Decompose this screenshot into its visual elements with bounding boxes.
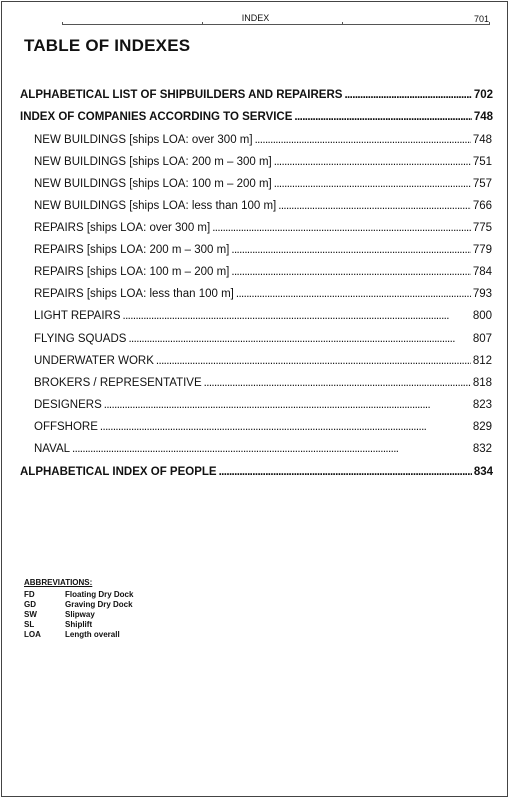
toc-leader-dots [156,355,471,367]
toc-leader-dots [104,399,471,411]
toc-entry-label: UNDERWATER WORK [34,355,154,367]
abbreviation-row [24,620,133,630]
toc-entry-page: 812 [472,355,492,367]
abbreviation-meaning: Slipway [65,610,95,619]
toc-leader-dots [100,421,471,433]
toc-entry [34,222,492,234]
toc-entry [34,399,492,411]
abbreviation-row [24,630,133,640]
header-rule [62,24,490,25]
toc-entry-label: INDEX OF COMPANIES ACCORDING TO SERVICE [20,111,293,123]
toc-entry-page: 775 [472,222,492,234]
toc-entry-label: NEW BUILDINGS [ships LOA: 100 m – 200 m] [34,178,272,190]
toc-leader-dots [294,111,471,123]
toc-entry [20,89,493,101]
toc-entry [20,466,493,478]
page-title: TABLE OF INDEXES [24,36,191,55]
abbreviations-list [24,590,133,640]
toc-leader-dots [344,89,471,101]
abbreviation-row [24,610,133,620]
toc-entry-page: 784 [472,266,492,278]
toc-entry-label: LIGHT REPAIRS [34,310,121,322]
toc-entry-page: 832 [472,443,492,455]
toc-entry-label: FLYING SQUADS [34,333,127,345]
abbreviation-code: SW [24,610,37,619]
toc-entry-label: NEW BUILDINGS [ships LOA: over 300 m] [34,134,253,146]
toc-entry-page: 748 [473,111,493,123]
abbreviations-block [24,578,133,640]
abbreviation-code: SL [24,620,35,629]
toc-entry [34,443,492,455]
toc-entry-page: 818 [472,377,492,389]
toc-entry [34,377,492,389]
toc-entry [34,134,492,146]
toc-leader-dots [231,266,470,278]
abbreviation-meaning: Shiplift [65,620,93,629]
toc-leader-dots [236,288,471,300]
toc-leader-dots [72,443,471,455]
toc-entry [34,244,492,256]
toc-entry [34,310,492,322]
abbreviation-row [24,600,133,610]
toc-leader-dots [128,333,470,345]
toc-entry [34,288,492,300]
toc-entry-label: ALPHABETICAL INDEX OF PEOPLE [20,466,217,478]
abbreviation-meaning: Floating Dry Dock [65,590,134,599]
toc-leader-dots [212,222,471,234]
toc-entry-label: REPAIRS [ships LOA: 100 m – 200 m] [34,266,230,278]
toc-entry-label: NAVAL [34,443,71,455]
toc-entry [34,421,492,433]
toc-entry-label: DESIGNERS [34,399,102,411]
toc-entry-page: 829 [472,421,492,433]
toc-leader-dots [274,156,471,168]
toc-entry [34,266,492,278]
toc-entry-label: OFFSHORE [34,421,98,433]
toc-leader-dots [255,134,471,146]
header-title: INDEX [241,13,270,23]
abbreviation-code: FD [24,590,35,599]
toc-entry-page: 793 [472,288,492,300]
toc-entry-label: ALPHABETICAL LIST OF SHIPBUILDERS AND REPAIRERS [20,89,343,101]
toc-entry-label: BROKERS / REPRESENTATIVE [34,377,202,389]
toc-entry [20,111,493,123]
toc-leader-dots [278,200,471,212]
abbreviation-meaning: Graving Dry Dock [65,600,133,609]
toc-entry [34,156,492,168]
abbreviation-row [24,590,133,600]
toc-entry-page: 757 [472,178,492,190]
abbreviation-code: LOA [24,630,41,639]
toc-entry-label: REPAIRS [ships LOA: 200 m – 300 m] [34,244,230,256]
toc-entry-label: NEW BUILDINGS [ships LOA: 200 m – 300 m] [34,156,272,168]
toc-entry-page: 823 [472,399,492,411]
toc-leader-dots [123,310,471,322]
toc-entry [34,333,492,345]
abbreviation-meaning: Length overall [65,630,120,639]
toc-entry-label: REPAIRS [ships LOA: over 300 m] [34,222,211,234]
toc-entry [34,178,492,190]
toc-entry [34,355,492,367]
toc-leader-dots [219,466,472,478]
abbreviations-title: ABBREVIATIONS: [24,578,93,587]
header-page-number: 701 [473,14,489,24]
abbreviation-code: GD [24,600,36,609]
toc-leader-dots [204,377,471,389]
toc-entry-page: 800 [472,310,492,322]
toc-entry [34,200,492,212]
toc-entry-label: REPAIRS [ships LOA: less than 100 m] [34,288,234,300]
toc-entry-label: NEW BUILDINGS [ships LOA: less than 100 m] [34,200,277,212]
toc-entry-page: 751 [472,156,492,168]
toc-leader-dots [231,244,470,256]
toc-leader-dots [274,178,471,190]
toc-entry-page: 807 [472,333,492,345]
toc-entry-page: 766 [472,200,492,212]
toc-entry-page: 748 [472,134,492,146]
toc-entry-page: 779 [472,244,492,256]
toc-entry-page: 834 [473,466,493,478]
toc-entry-page: 702 [473,89,493,101]
